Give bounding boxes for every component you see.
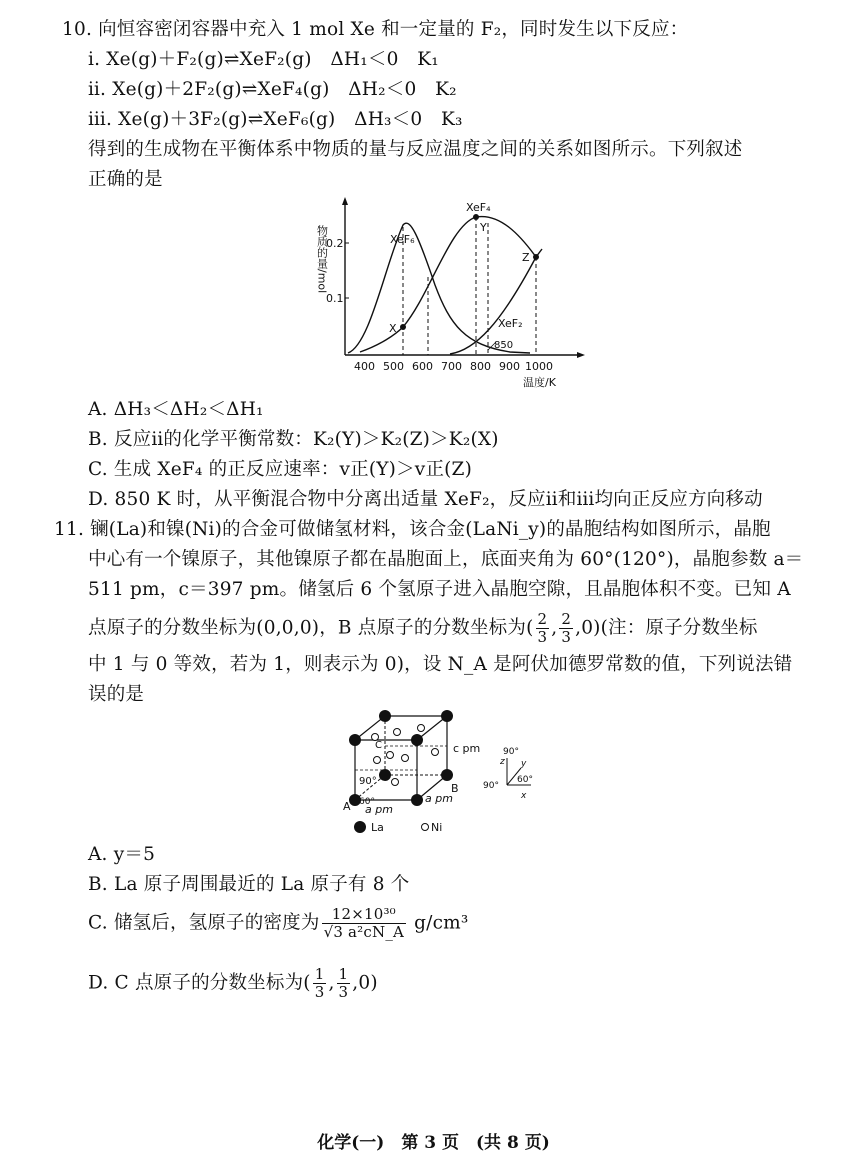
point-z-label: Z <box>522 251 530 264</box>
legend-ni: Ni <box>431 821 443 834</box>
q10-stem2-line1: 得到的生成物在平衡体系中物质的量与反应温度之间的关系如图所示。下列叙述 <box>88 139 743 160</box>
legend-la: La <box>371 821 384 834</box>
xef6-curve <box>348 223 530 353</box>
axis-angle-90-left: 90° <box>483 781 499 791</box>
point-x-label: X <box>389 322 397 335</box>
crystal-point-b: B <box>451 782 459 795</box>
legend-ni-marker <box>422 824 429 831</box>
q11-line4-post: ,0)(注：原子分数坐标 <box>575 617 758 639</box>
crystal-a-label-1: a pm <box>365 803 393 816</box>
q11-line4: 点原子的分数坐标为(0,0,0)，B 点原子的分数坐标为( $\frac{2}{3}$ , $\frac{2}{3}$ ,0)(注：原子分数坐标 <box>88 610 758 646</box>
point-x-marker <box>400 324 406 330</box>
label-xef2: XeF₂ <box>498 317 523 330</box>
q11-option-c: C. 储氢后，氢原子的密度为 $\frac{\text{12×10³⁰}}{\text{√3 a²cN\_A}}$ g/cm³ <box>88 905 469 941</box>
xtick-800: 800 <box>470 360 491 373</box>
xtick-400: 400 <box>354 360 375 373</box>
q10-option-c: C. 生成 XeF₄ 的正反应速率：v正(Y)＞v正(Z) <box>88 459 473 480</box>
q11-frac-b2: $\frac{2}{3}$ <box>561 610 572 646</box>
q10-option-a: A. ΔH₃＜ΔH₂＜ΔH₁ <box>88 399 264 420</box>
crystal-a-label-2: a pm <box>425 792 453 805</box>
crystal-point-c: C <box>375 740 382 751</box>
label-xef4: XeF₄ <box>466 201 491 214</box>
q11-line6: 误的是 <box>88 684 145 705</box>
xtick-500: 500 <box>383 360 404 373</box>
q11-option-a: A. y＝5 <box>88 844 156 865</box>
xtick-1000: 1000 <box>525 360 553 373</box>
q10-option-b: B. 反应ⅱ的化学平衡常数：K₂(Y)＞K₂(Z)＞K₂(X) <box>88 429 499 450</box>
q11-option-b: B. La 原子周围最近的 La 原子有 8 个 <box>88 874 410 895</box>
q11-line1: 11. 镧(La)和镍(Ni)的合金可做储氢材料，该合金(LaNi_y)的晶胞结构如图所示，晶胞 <box>54 519 771 540</box>
q10-stem2-line2: 正确的是 <box>88 169 163 190</box>
q10-option-d: D. 850 K 时，从平衡混合物中分离出适量 XeF₂，反应ⅱ和ⅲ均向正反应方向移动 <box>88 489 763 510</box>
label-xef6: XeF₆ <box>390 233 415 246</box>
ytick-0-1: 0.1 <box>326 292 344 305</box>
axis-angle-90-top: 90° <box>503 747 519 757</box>
y-axis-label: 物质的量/mol <box>315 225 329 294</box>
xef2-curve <box>450 249 542 354</box>
crystal-point-a: A <box>343 800 351 813</box>
crystal-angle-90: 90° <box>359 776 377 787</box>
q11-option-d-frac2: $\frac{1}{3}$ <box>338 965 349 1001</box>
q10-reaction-2: ⅱ. Xe(g)＋2F₂(g)⇌XeF₄(g) ΔH₂＜0 K₂ <box>88 79 457 100</box>
crystal-cell-diagram <box>335 710 575 840</box>
crystal-angle-60: 60° <box>359 797 375 807</box>
x-axis-label: 温度/K <box>523 376 556 389</box>
point-xef4-peak-marker <box>473 214 479 220</box>
annot-850: 850 <box>494 340 514 351</box>
q10-reaction-1: ⅰ. Xe(g)＋F₂(g)⇌XeF₂(g) ΔH₁＜0 K₁ <box>88 49 439 70</box>
point-y-label: Y <box>480 221 487 234</box>
q11-option-d-frac1: $\frac{1}{3}$ <box>314 965 325 1001</box>
q11-option-d: D. C 点原子的分数坐标为( $\frac{1}{3}$ , $\frac{1}{3}$ ,0) <box>88 965 378 1001</box>
q11-line2: 中心有一个镍原子，其他镍原子都在晶胞面上，底面夹角为 60°(120°)，晶胞参数 a＝ <box>88 549 804 570</box>
xtick-900: 900 <box>499 360 520 373</box>
axis-y: y <box>521 759 527 769</box>
ytick-0-2: 0.2 <box>326 237 344 250</box>
equilibrium-graph <box>300 195 600 395</box>
q10-stem: 10. 向恒容密闭容器中充入 1 mol Xe 和一定量的 F₂，同时发生以下反应： <box>62 19 689 40</box>
xtick-700: 700 <box>441 360 462 373</box>
q10-reaction-3: ⅲ. Xe(g)＋3F₂(g)⇌XeF₆(g) ΔH₃＜0 K₃ <box>88 109 463 130</box>
xtick-600: 600 <box>412 360 433 373</box>
q11-line4-pre: 点原子的分数坐标为(0,0,0)，B 点原子的分数坐标为( <box>88 617 534 639</box>
legend-la-marker <box>354 821 366 833</box>
xef4-curve <box>360 217 536 352</box>
crystal-c-label: c pm <box>453 742 481 755</box>
axis-z: z <box>500 757 505 767</box>
page-footer: 化学(一) 第 3 页 (共 8 页) <box>317 1133 550 1153</box>
q11-line3: 511 pm，c＝397 pm。储氢后 6 个氢原子进入晶胞空隙，且晶胞体积不变。已知 A <box>88 579 791 600</box>
point-z-marker <box>533 254 539 260</box>
q11-frac-b1: $\frac{2}{3}$ <box>537 610 548 646</box>
q11-option-c-frac: $\frac{\text{12×10³⁰}}{\text{√3 a²cN\_A}}$ <box>323 905 405 941</box>
q11-line5: 中 1 与 0 等效，若为 1，则表示为 0)，设 N_A 是阿伏加德罗常数的值，下列说法错 <box>88 654 793 675</box>
axis-x: x <box>521 791 527 801</box>
axis-angle-60: 60° <box>517 775 533 785</box>
